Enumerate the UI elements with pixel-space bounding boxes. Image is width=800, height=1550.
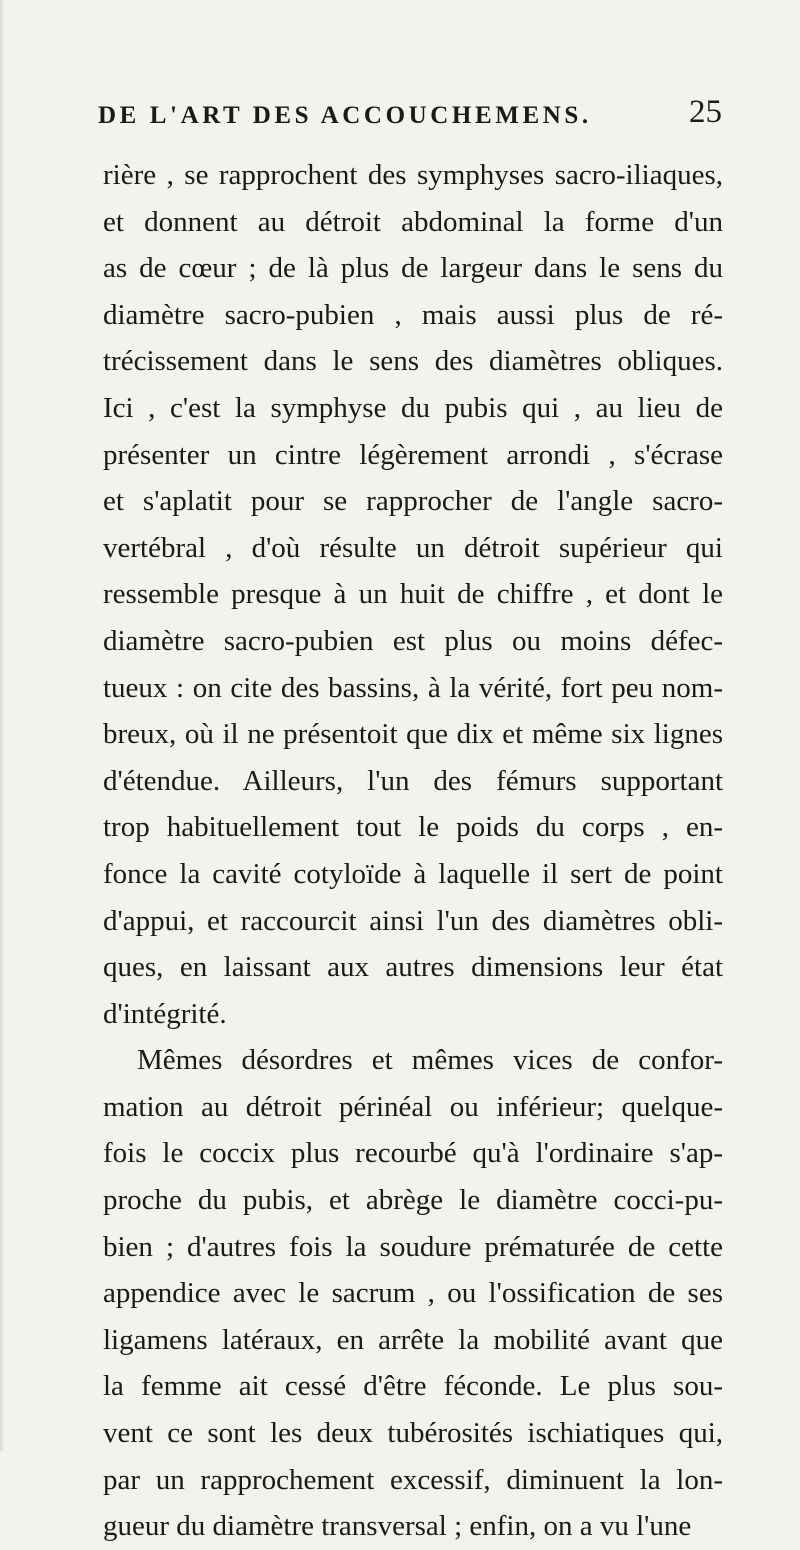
text-line: Mêmes désordres et mêmes vices de confor-: [137, 1044, 723, 1077]
text-line: vertébral , d'où résulte un détroit supérieur qui: [103, 531, 723, 564]
text-line: rière , se rapprochent des symphyses sacro-iliaques,: [103, 159, 723, 191]
text-line: fois le coccix plus recourbé qu'à l'ordinaire s'ap-: [103, 1137, 723, 1170]
text-line: et donnent au détroit abdominal la forme d'un: [103, 205, 723, 238]
body-text: [103, 152, 723, 1550]
text-line: d'étendue. Ailleurs, l'un des fémurs supportant: [103, 764, 723, 797]
text-line: breux, où il ne présentoit que dix et même six lignes: [103, 718, 723, 751]
text-line: vent ce sont les deux tubérosités ischiatiques qui,: [103, 1417, 723, 1450]
text-line: trécissement dans le sens des diamètres obliques.: [103, 345, 723, 378]
text-line: présenter un cintre légèrement arrondi , s'écrase: [103, 438, 723, 471]
text-line: d'appui, et raccourcit ainsi l'un des diamètres obli-: [103, 904, 723, 937]
running-header: [98, 88, 720, 138]
text-line: gueur du diamètre transversal ; enfin, on a vu l'une: [103, 1510, 692, 1543]
text-line: fonce la cavité cotyloïde à laquelle il sert de point: [103, 857, 723, 890]
text-line: appendice avec le sacrum , ou l'ossification de ses: [103, 1277, 723, 1310]
text-line: trop habituellement tout le poids du corps , en-: [103, 811, 723, 844]
text-line: diamètre sacro-pubien est plus ou moins défec-: [103, 624, 723, 657]
page-gutter-shadow: [0, 0, 5, 1451]
text-line: et s'aplatit pour se rapprocher de l'angle sacro-: [103, 485, 723, 518]
text-line: mation au détroit périnéal ou inférieur; quelque-: [103, 1090, 723, 1123]
text-line: tueux : on cite des bassins, à la vérité, fort peu nom-: [103, 671, 723, 704]
paragraph: [103, 1037, 723, 1550]
text-line: bien ; d'autres fois la soudure prématurée de cette: [103, 1230, 723, 1263]
running-title: DE L'ART DES ACCOUCHEMENS.: [98, 102, 592, 129]
text-line: ques, en laissant aux autres dimensions leur état: [103, 951, 723, 984]
text-line: proche du pubis, et abrège le diamètre cocci-pu-: [103, 1184, 723, 1217]
page-number: 25: [689, 94, 722, 130]
text-line: diamètre sacro-pubien , mais aussi plus de ré-: [103, 298, 723, 331]
text-line: d'intégrité.: [103, 997, 227, 1030]
text-line: ressemble presque à un huit de chiffre , et dont le: [103, 578, 723, 611]
text-line: ligamens latéraux, en arrête la mobilité avant que: [103, 1323, 723, 1356]
text-line: as de cœur ; de là plus de largeur dans le sens du: [103, 252, 723, 285]
text-line: Ici , c'est la symphyse du pubis qui , au lieu de: [103, 391, 723, 424]
text-line: la femme ait cessé d'être féconde. Le plus sou-: [103, 1370, 723, 1403]
text-line: par un rapprochement excessif, diminuent la lon-: [103, 1463, 723, 1496]
paragraph: [103, 152, 723, 1037]
